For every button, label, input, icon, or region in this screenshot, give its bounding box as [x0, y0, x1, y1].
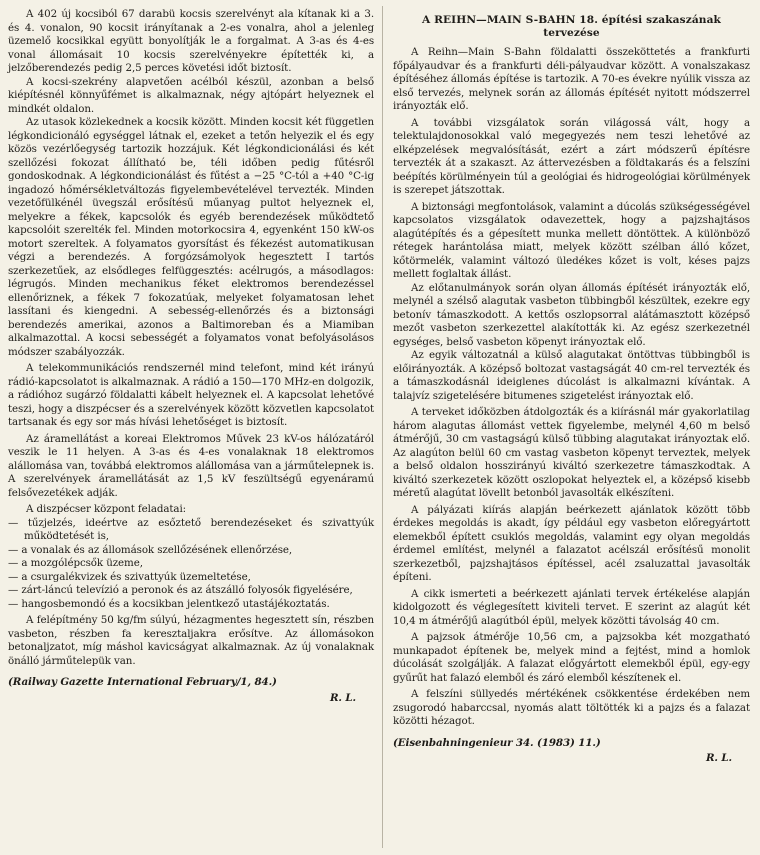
source-citation: (Railway Gazette International February/1, 84.)	[8, 676, 277, 688]
paragraph: A 402 új kocsiból 67 darabü kocsis szerelvényt ala kítanak ki a 3. és 4. vonalon, 90 kocsit irányítanak a 2-es vonalra, ahol a jelenleg üzemelő kocsikkal együtt bonyolítják le a forgalmat. A 3-as és 4-es vonal állomásait 10 kocsis szerelvényekre építették ki, a jelzőberendezés pedig 2,5 perces követési időt biztosít.	[8, 8, 374, 74]
list-item: — zárt-láncú televízió a peronok és az átszálló folyosók figyelésére,	[8, 584, 353, 596]
left-column	[8, 8, 374, 705]
task-list-intro: A diszpécser központ feladatai:	[26, 503, 187, 515]
paragraph: A biztonsági megfontolások, valamint a dúcolás szükségességével kapcsolatos vizsgálatok odavezettek, hogy a pajzshajtásos alagútépítés és a gépesített munka mellett döntöttek. A különböző rétegek harántolása miatt, melyek között szélban álló kőzet, kőtörmelék, valamint változó üledékes kőzet is volt, késes pajzs mellett foglaltak állást.	[393, 200, 750, 280]
paragraph: A további vizsgálatok során világossá vált, hogy a telektulajdonosokkal való megegyezés nem teszi lehetővé az elképzelések megvalósítását, ezért a zárt módszerű építésre tervezték át a szakaszt. Az áttervezésben a földtakarás és a felszíni beépítés körülményein túl a geológiai és hidrogeológiai körülmények is szerepet játszottak.	[393, 116, 750, 196]
dispatcher-task-list	[8, 517, 374, 612]
list-item: — a mozgólépcsők üzeme,	[8, 557, 143, 569]
paragraph: Az áramellátást a koreai Elektromos Művek 23 kV-os hálózatáról veszik le 11 helyen. A 3-as és 4-es vonalaknak 18 elektromos alállomása van, továbbá elektromos alállomása van a járműtelepnek is. A szerelvények áramellátását az 1,5 kV feszültségű egyenáramú felsővezetékek adják.	[8, 432, 374, 499]
paragraph: Az előtanulmányok során olyan állomás építését irányozták elő, melynél a szélső alagutak vasbeton tübbingből készültek, ezekre egy betonív támaszkodott. A kettős oszlopsorral alátámasztott középső mezőt vasbeton szerkezettel alakították ki. Az egész szerkezetnél egységes, belső vasbeton köpenyt irányoztak elő.	[393, 281, 750, 348]
paragraph: A cikk ismerteti a beérkezett ajánlati tervek értékelése alapján kidolgozott és véglegesített kiviteli tervet. E szerint az alagút két 10,4 m átmérőjű alagútból épül, melyek közötti távolság 40 cm.	[393, 587, 750, 627]
list-item: — a vonalak és az állomások szellőzésének ellenőrzése,	[8, 543, 293, 556]
paragraph: A telekommunikációs rendszernél mind telefont, mind két irányú rádió-kapcsolatot is alkalmaznak. A rádió a 150—170 MHz-en dolgozik, a rádióhoz sugárzó földalatti kábelt helyeznek el. A kapcsolat lehetővé teszi, hogy a diszpécser és a szerelvények között közvetlen kapcsolatot tartsanak és egy sor más hívási lehetőséget is biztosít.	[8, 362, 375, 428]
list-item: — hangosbemondó és a kocsikban jelentkező utastájékoztatás.	[8, 597, 330, 610]
paragraph: Az egyik változatnál a külső alagutakat öntöttvas tübbingből is előirányozták. A középső boltozat vastagságát 40 cm-rel tervezték és a támaszkodásnál ideiglenes dúcolást is alkalmazni kívántak. A talajvíz szigetelésére bitumenes szigetelést irányoztak elő.	[393, 349, 750, 402]
list-item: — a csurgalékvizek és szivattyúk üzemeltetése,	[8, 570, 251, 583]
paragraph: Az utasok közlekednek a kocsik között. Minden kocsit két független légkondicionáló egységgel látnak el, ezeket a tetőn helyezik el és egy közös vezérlőegység tartozik hozzájuk. Két légkondicionálási és két szellőzési fokozat állítható be, téli időben pedig fűtésről gondoskodnak. A légkondicionálást és fűtést a −25 °C-tól a +40 °C-ig ingadozó hőmérsékletváltozás figyelembevételével tervezték. Minden vezetőfülkénél üvegszál erősítésű műanyag pultot helyeznek el, melyekre a fékek, kapcsolók és egyéb berendezések működtető kapcsolóit szerelték fel. Minden motorkocsira 4, egyenként 150 kW-os motort szereltek. A folyamatos gyorsítást és fékezést automatikusan végzi a berendezés. A forgózsámolyok hegesztett I tartós szerkezetűek, az elsődleges felfüggesztés: acélrugós, a másodlagos: légrugós. Minden mechanikus féket elektromos berendezéssel ellenőriznek, a fékek 7 fokozatúak, melyeket folyamatosan lehet lassítani és kiengedni. A sebesség-ellenőrzés és a biztonsági berendezés amerikai, azonos a Baltimoreban és a Miamiban alkalmazottal. A kocsi sebességét a folyamatos vonat befolyásolásos módszer szabályozzák.	[8, 116, 374, 358]
paragraph: A pályázati kiírás alapján beérkezett ajánlatok között több érdekes megoldás is akadt, így például egy vasbeton előregyártott elemekből épített csuklós megoldás, valamint egy olyan megoldás érdemel említést, melynél a falazatot acélszál erősítésű monolit szerkezetből, pajzshajtásos építéssel, acél zsaluzattal javasolták építeni.	[393, 503, 750, 583]
paragraph: A felszíni süllyedés mértékének csökkentése érdekében nem zsugorodó habarccsal, nyomás alatt töltötték ki a pajzs és a falazat közötti hézagot.	[393, 688, 750, 727]
source-citation: (Eisenbahningenieur 34. (1983) 11.)	[393, 736, 601, 749]
paragraph: A felépítmény 50 kg/fm súlyú, hézagmentes hegesztett sín, részben vasbeton, részben fa keresztaljakra erősítve. Az állomásokon betonaljzatot, míg máshol kavicságyat alkalmaznak. Az új vonalaknak önálló járműtelepük van.	[8, 614, 374, 667]
right-column	[393, 8, 750, 766]
paragraph: A pajzsok átmérője 10,56 cm, a pajzsokba két mozgatható munkapadot építenek be, melyek mind a fejtést, mind a homlok dúcolását szolgálják. A falazat előgyártott elemekből épül, egy-egy gyűrűt hat falazó elemből és záró elemből készítenek el.	[393, 631, 750, 684]
author-initials: R. L.	[329, 691, 356, 704]
column-divider	[382, 6, 383, 848]
paragraph: A terveket időközben átdolgozták és a kiírásnál már gyakorlatilag három alagutas állomást vettek figyelembe, melynél 4,60 m belső átmérőjű, 30 cm vastagságú külső tübbing alagutakat irányoztak elő. Az alagúton belül 60 cm vastag vasbeton köpenyt terveztek, melyek a belső oldalon hosszirányú kiváltó szerkezetre támaszkodtak. A kiváltó szerkezetek között oszlopokat helyeztek el, a középső kisebb méretű alagútat lövellt betonból javasolták elkészíteni.	[393, 406, 750, 499]
author-initials: R. L.	[705, 752, 732, 764]
paragraph: A kocsi-szekrény alapvetően acélból készül, azonban a belső kiépítésnél könnyűfémet is alkalmaznak, négy ajtópárt helyeznek el mindkét oldalon.	[8, 75, 374, 115]
paragraph: A Reihn—Main S-Bahn földalatti összeköttetés a frankfurti főpályaudvar és a frankfurti déli-pályaudvar között. A vonalszakasz építéséhez állomás építése is tartozik. A 70-es évekre nyúlik vissza az első tervezés, melynek során az állomás építését nyitott módszerrel irányozták elő.	[393, 46, 750, 112]
list-item: — tűzjelzés, ideértve az esőztető berendezéseket és szivattyúk működtetését is,	[8, 516, 374, 542]
article-heading: A REIHN—MAIN S-BAHN 18. építési szakaszának tervezése	[422, 14, 721, 39]
